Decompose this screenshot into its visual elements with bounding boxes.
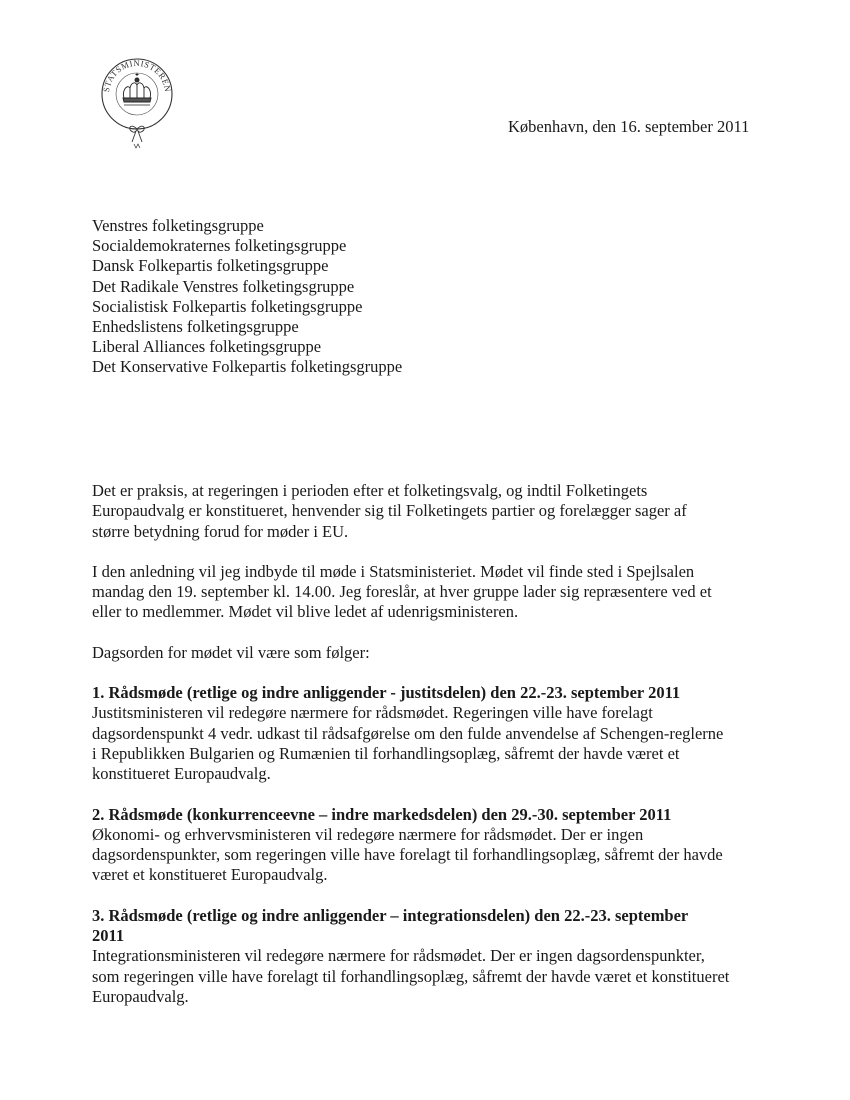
recipient-line: Socialistisk Folkepartis folketingsgruppe (92, 296, 363, 316)
text-line: Integrationsministeren vil redegøre nærmere for rådsmødet. Der er ingen dagsordenspunkter, (92, 946, 705, 966)
agenda-item-heading: 1. Rådsmøde (retlige og indre anliggender - justitsdelen) den 22.-23. september 2011 (92, 683, 681, 703)
text-line: i Republikken Bulgarien og Rumænien til forhandlingsoplæg, såfremt der havde været et (92, 743, 680, 763)
text-line: Europaudvalg. (92, 986, 189, 1006)
recipient-line: Det Radikale Venstres folketingsgruppe (92, 276, 355, 296)
statsministeriet-seal-logo (100, 56, 174, 156)
text-line: I den anledning vil jeg indbyde til møde i Statsministeriet. Mødet vil finde sted i Spejlsalen (92, 561, 695, 581)
text-line: Det er praksis, at regeringen i perioden efter et folketingsvalg, og indtil Folketingets (92, 481, 648, 500)
agenda-item-2 (92, 805, 782, 886)
text-line: mandag den 19. september kl. 14.00. Jeg foreslår, at hver gruppe lader sig repræsentere ved et (92, 582, 712, 602)
text-line: dagsordenspunkt 4 vedr. udkast til rådsafgørelse om den fulde anvendelse af Schengen-reglerne (92, 723, 724, 743)
text-line: konstitueret Europaudvalg. (92, 764, 271, 784)
agenda-item-heading: 2. Rådsmøde (konkurrenceevne – indre markedsdelen) den 29.-30. september 2011 (92, 804, 672, 824)
text-line: Økonomi- og erhvervsministeren vil redegøre nærmere for rådsmødet. Der er ingen (92, 824, 644, 844)
text-line: Europaudvalg er konstitueret, henvender sig til Folketingets partier og forelægger sager af (92, 501, 687, 521)
invitation-paragraph (92, 562, 782, 623)
recipient-line: Venstres folketingsgruppe (92, 216, 264, 235)
recipient-line: Dansk Folkepartis folketingsgruppe (92, 256, 329, 276)
text-line: større betydning forud for møder i EU. (92, 521, 349, 541)
letter-date: København, den 16. september 2011 (508, 117, 750, 136)
recipient-line: Det Konservative Folkepartis folketingsgruppe (92, 357, 403, 377)
letter-body (92, 481, 782, 1027)
recipient-line: Socialdemokraternes folketingsgruppe (92, 236, 347, 256)
text-line: Justitsministeren vil redegøre nærmere for rådsmødet. Regeringen ville have forelagt (92, 703, 653, 723)
text-line: som regeringen ville have forelagt til forhandlingsoplæg, såfremt der havde været et konstitueret (92, 966, 730, 986)
text-line: eller to medlemmer. Mødet vil blive ledet af udenrigsministeren. (92, 602, 519, 622)
agenda-item-1 (92, 683, 782, 784)
recipient-line: Enhedslistens folketingsgruppe (92, 317, 299, 337)
svg-text:STATSMINISTEREN: STATSMINISTEREN (100, 57, 174, 93)
agenda-item-3 (92, 906, 782, 1007)
agenda-item-heading-cont: 2011 (92, 926, 125, 946)
intro-paragraph (92, 481, 782, 542)
recipient-line: Liberal Alliances folketingsgruppe (92, 337, 322, 357)
text-line: dagsordenspunkter, som regeringen ville have forelagt til forhandlingsoplæg, såfremt der havde (92, 845, 723, 865)
text-line: været et konstitueret Europaudvalg. (92, 865, 328, 885)
recipient-list (92, 216, 402, 378)
agenda-item-heading: 3. Rådsmøde (retlige og indre anliggender – integrationsdelen) den 22.-23. september (92, 905, 689, 925)
agenda-intro: Dagsorden for mødet vil være som følger: (92, 642, 370, 662)
crown-seal-icon (100, 56, 174, 156)
